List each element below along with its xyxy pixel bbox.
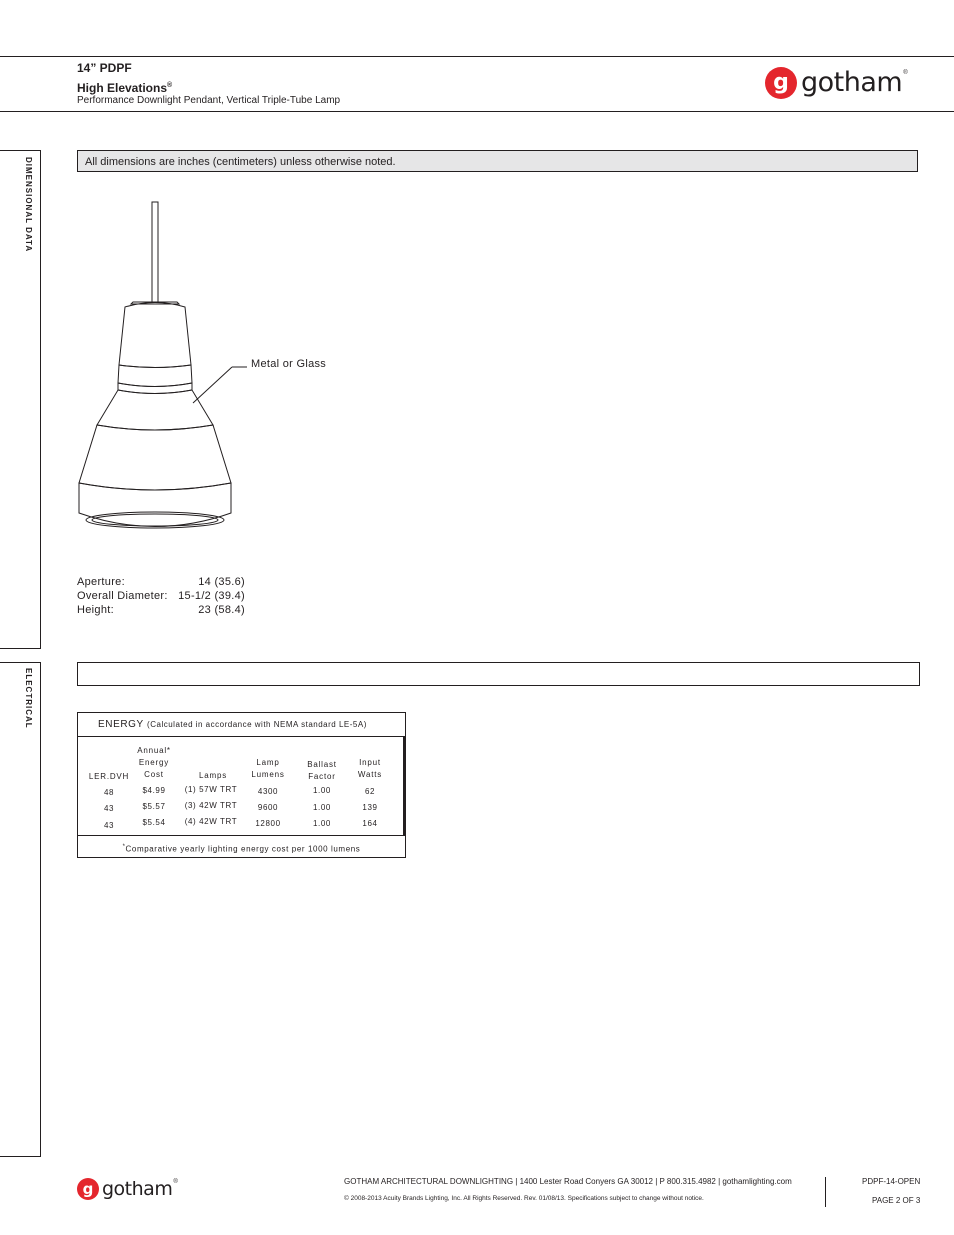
dimension-value: 14 (35.6) [198, 576, 245, 588]
cell-lamps: (4) 42W TRT [184, 817, 238, 826]
dimensions-note-bar: All dimensions are inches (centimeters) unless otherwise noted. [77, 150, 918, 172]
cell-watts: 164 [362, 819, 378, 828]
cell-watts: 139 [362, 803, 378, 812]
side-tab-electrical [0, 662, 41, 1157]
product-subtitle [77, 79, 172, 95]
pendant-bottom-ring [79, 483, 231, 527]
dimension-label: Height: [77, 604, 114, 616]
dimension-row-aperture [77, 575, 245, 589]
cell-lamps: (1) 57W TRT [184, 785, 238, 794]
electrical-header-bar [77, 662, 920, 686]
cell-lumens: 4300 [257, 787, 279, 796]
header-cost: Annual* Energy Cost [137, 746, 171, 779]
product-description: Performance Downlight Pendant, Vertical Triple-Tube Lamp [77, 95, 341, 106]
header-lamps: Lamps [198, 771, 227, 780]
cell-lamps: (3) 42W TRT [184, 801, 238, 810]
footer-doc-code: PDPF-14-OPEN [862, 1177, 921, 1186]
side-label-dimensional: DIMENSIONAL DATA [24, 157, 33, 253]
cell-ler: 43 [103, 821, 115, 830]
pendant-cone [97, 390, 213, 430]
cell-lumens: 9600 [257, 803, 279, 812]
logo-registered-mark: ® [903, 70, 908, 76]
energy-title-note: (Calculated in accordance with NEMA standard LE-5A) [147, 720, 367, 729]
pendant-aperture-inner [92, 514, 218, 526]
pendant-shade [79, 425, 231, 490]
cell-cost: $4.99 [142, 786, 166, 795]
product-subtitle-text: High Elevations [77, 81, 168, 95]
logo-registered-mark: ® [173, 1179, 178, 1185]
header-ler: LER.DVH [88, 772, 130, 781]
product-title: 14” PDPF [77, 61, 132, 75]
header-logo [765, 66, 908, 100]
cell-ballast: 1.00 [313, 786, 331, 795]
header-bottom-rule [0, 111, 954, 112]
energy-title [78, 713, 405, 737]
dimension-row-height [77, 603, 245, 617]
dimension-value: 15-1/2 (39.4) [178, 590, 245, 602]
dimension-row-overall-diameter [77, 589, 245, 603]
dimension-value: 23 (58.4) [198, 604, 245, 616]
pendant-stem [152, 202, 158, 302]
cell-ballast: 1.00 [313, 819, 331, 828]
header-ballast: Ballast Factor [307, 760, 337, 781]
registered-mark: ® [167, 82, 173, 89]
callout-leader [193, 367, 232, 403]
callout-metal-or-glass: Metal or Glass [251, 358, 327, 370]
logo-g-mark: g [77, 1178, 99, 1200]
footnote-mark: * [122, 844, 126, 850]
energy-table-body [78, 737, 405, 835]
logo-wordmark: gotham [801, 67, 903, 98]
pendant-band [118, 365, 192, 387]
energy-title-label: ENERGY [98, 719, 144, 730]
footer-divider [825, 1177, 826, 1207]
dimension-label: Overall Diameter: [77, 590, 168, 602]
cell-cost: $5.54 [142, 818, 166, 827]
side-tab-dimensional [0, 150, 41, 649]
cell-watts: 62 [364, 787, 376, 796]
cell-ballast: 1.00 [313, 803, 331, 812]
cell-ler: 48 [103, 788, 115, 797]
cell-ler: 43 [103, 804, 115, 813]
energy-table [77, 712, 406, 858]
footnote-text: Comparative yearly lighting energy cost per 1000 lumens [125, 844, 361, 854]
energy-footnote [78, 835, 405, 858]
footer-page-number: PAGE 2 OF 3 [872, 1196, 921, 1205]
dimension-label: Aperture: [77, 576, 125, 588]
footer-company-line: GOTHAM ARCHITECTURAL DOWNLIGHTING | 1400 Lester Road Conyers GA 30012 | P 800.315.4982 | gothamlighting.com [344, 1177, 792, 1186]
footer-copyright: © 2008-2013 Acuity Brands Lighting, Inc. All Rights Reserved. Rev. 01/08/13. Specifications subject to change without notice. [344, 1195, 704, 1202]
pendant-upper-housing [119, 303, 191, 368]
cell-lumens: 12800 [255, 819, 281, 828]
header-top-rule [0, 56, 954, 57]
side-label-electrical: ELECTRICAL [24, 668, 33, 729]
header-lumens: Lamp Lumens [251, 758, 285, 779]
logo-wordmark: gotham [102, 1178, 173, 1200]
footer-logo [77, 1177, 178, 1201]
dimensions-list [77, 575, 245, 617]
cell-cost: $5.57 [142, 802, 166, 811]
header-watts: Input Watts [357, 758, 383, 779]
logo-g-mark: g [765, 67, 797, 99]
